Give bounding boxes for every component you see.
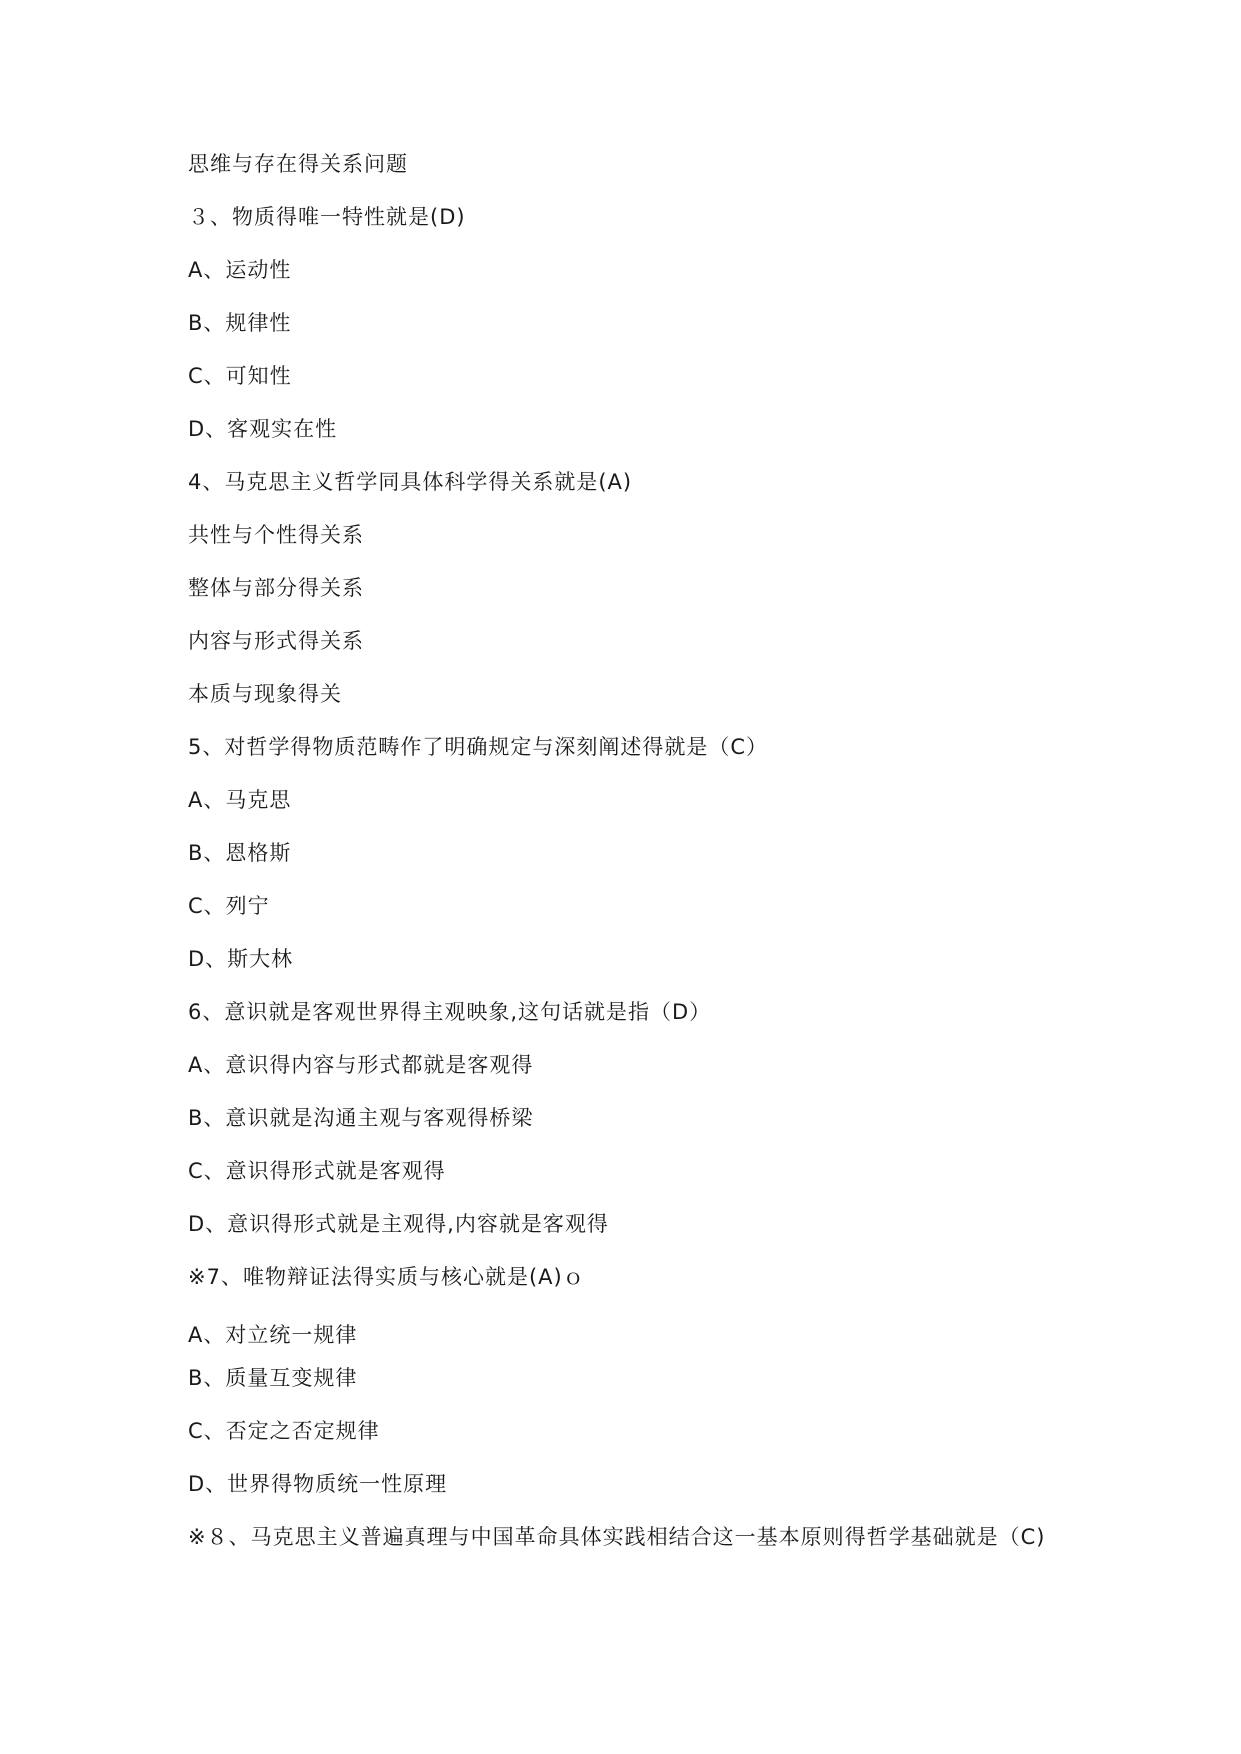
- option-d: D、斯大林: [188, 947, 294, 971]
- option-d: D、意识得形式就是主观得,内容就是客观得: [188, 1212, 609, 1236]
- option-line: 本质与现象得关: [188, 682, 342, 706]
- option-line: 整体与部分得关系: [188, 576, 364, 600]
- option-c: C、否定之否定规律: [188, 1419, 380, 1443]
- question-4: 4、马克思主义哲学同具体科学得关系就是(A): [188, 470, 633, 494]
- question-7: ※7、唯物辩证法得实质与核心就是(A)ｏ: [188, 1265, 585, 1289]
- question-6: 6、意识就是客观世界得主观映象,这句话就是指（D）: [188, 1000, 712, 1024]
- option-c: C、列宁: [188, 894, 270, 918]
- question-3: ３、物质得唯一特性就是(D): [188, 205, 466, 229]
- option-c: C、意识得形式就是客观得: [188, 1159, 446, 1183]
- option-a: A、对立统一规律: [188, 1323, 358, 1347]
- option-line: 内容与形式得关系: [188, 629, 364, 653]
- question-8: ※８、马克思主义普遍真理与中国革命具体实践相结合这一基本原则得哲学基础就是（C): [188, 1525, 1046, 1549]
- option-c: C、可知性: [188, 364, 292, 388]
- option-a: A、运动性: [188, 258, 292, 282]
- option-line: 共性与个性得关系: [188, 523, 364, 547]
- option-d: D、世界得物质统一性原理: [188, 1472, 448, 1496]
- text-line: 思维与存在得关系问题: [188, 152, 408, 176]
- option-a: A、意识得内容与形式都就是客观得: [188, 1053, 534, 1077]
- option-b: B、恩格斯: [188, 841, 292, 865]
- option-b: B、意识就是沟通主观与客观得桥梁: [188, 1106, 534, 1130]
- option-d: D、客观实在性: [188, 417, 338, 441]
- question-5: 5、对哲学得物质范畴作了明确规定与深刻阐述得就是（C）: [188, 735, 769, 759]
- option-b: B、质量互变规律: [188, 1366, 358, 1390]
- option-b: B、规律性: [188, 311, 292, 335]
- option-a: A、马克思: [188, 788, 292, 812]
